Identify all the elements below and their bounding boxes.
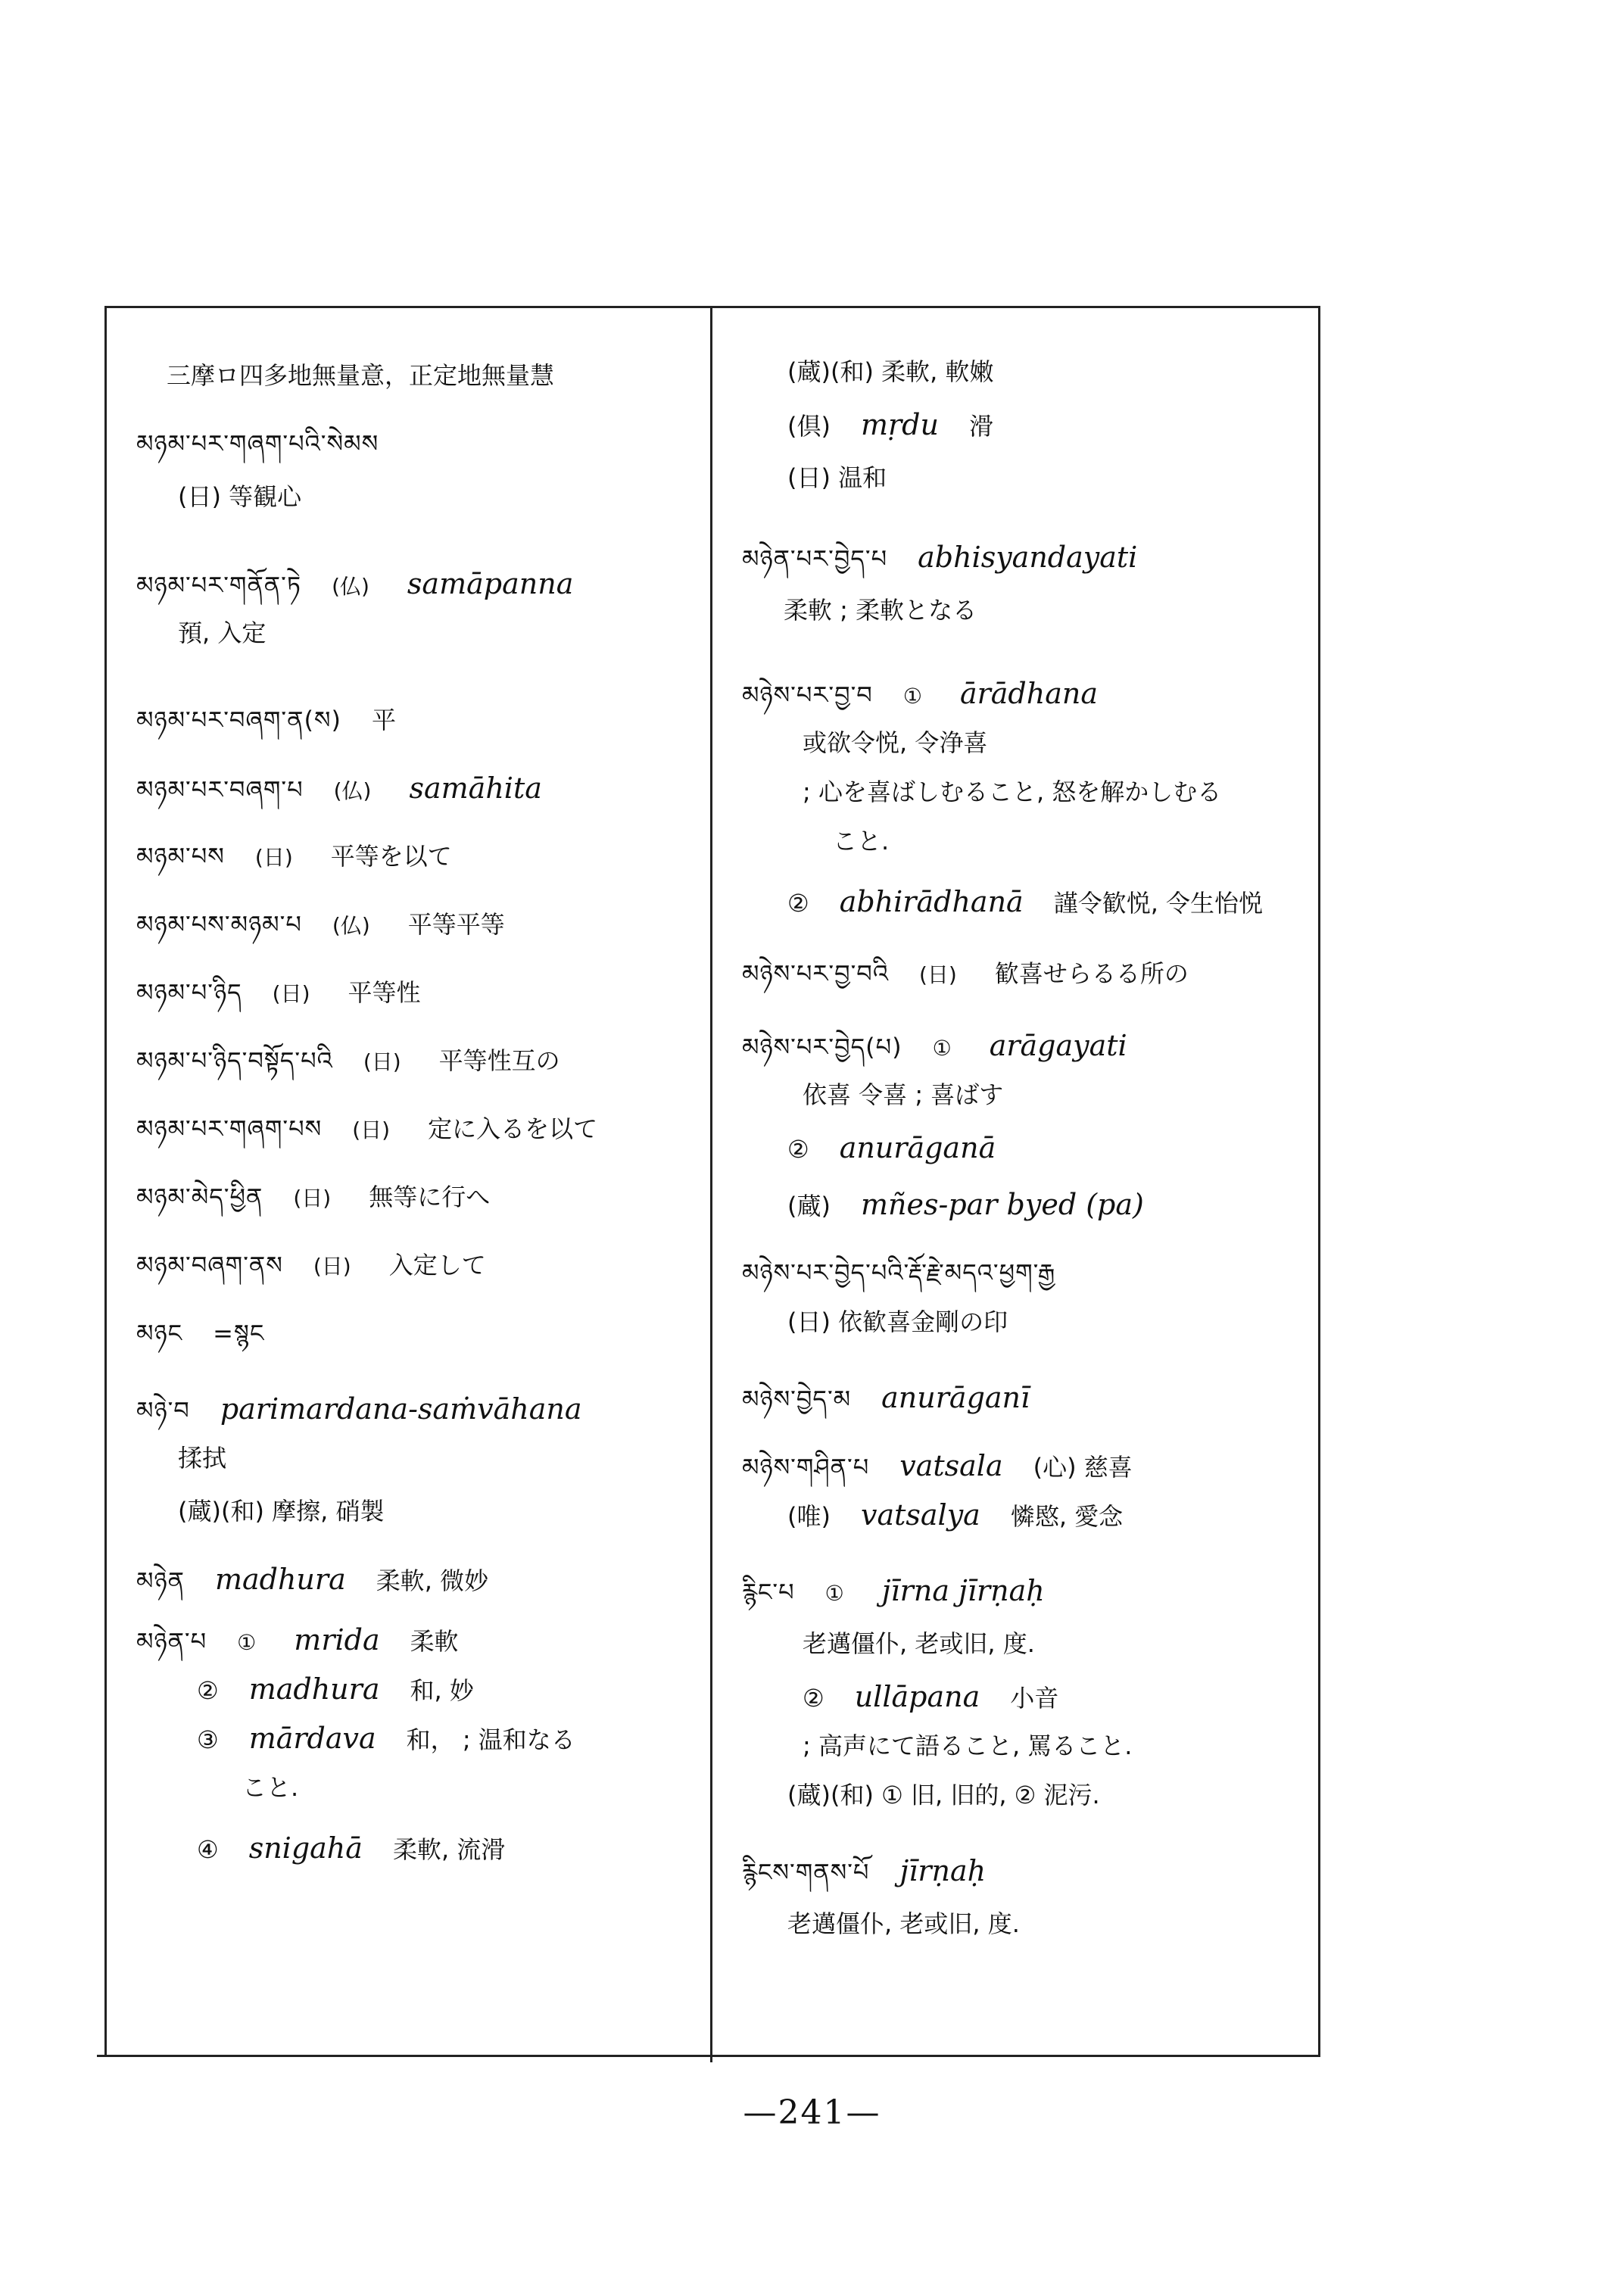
dictionary-entry xyxy=(136,1248,486,1283)
translation-gloss: 柔軟, 微妙 xyxy=(376,1566,489,1595)
dictionary-entry xyxy=(787,1131,996,1166)
dictionary-entry xyxy=(197,1672,474,1707)
dictionary-entry xyxy=(803,1078,1003,1111)
dictionary-entry xyxy=(787,461,887,494)
sanskrit-gloss: abhisyandayati xyxy=(918,541,1138,574)
sanskrit-gloss: snigahā xyxy=(248,1831,363,1865)
gloss: =སྙང xyxy=(213,1319,265,1348)
dictionary-entry xyxy=(136,427,379,460)
gloss: 平 xyxy=(372,706,397,734)
entry-text: 柔軟 ; 柔軟となる xyxy=(784,596,977,625)
dictionary-entry xyxy=(803,726,987,759)
dictionary-entry xyxy=(787,408,993,443)
dictionary-entry xyxy=(787,355,993,388)
entry-text: ; 心を喜ばしむること, 怒を解かしむる xyxy=(803,778,1222,806)
sanskrit-gloss: abhirādhanā xyxy=(839,885,1024,918)
translation-gloss: 滑 xyxy=(968,412,993,441)
sanskrit-gloss: anurāganī xyxy=(881,1381,1030,1414)
source-tag: (日) xyxy=(313,1254,351,1279)
source-tag: (仏) xyxy=(333,778,372,803)
entry-text: (蔵)(和) 柔軟, 軟嫩 xyxy=(787,357,994,386)
dictionary-entry xyxy=(742,1029,1127,1065)
source-tag: (日) xyxy=(254,845,293,870)
tibetan-headword: མཉེན xyxy=(136,1566,185,1595)
tibetan-headword: མཉམ་བཞག་ནས xyxy=(136,1251,283,1279)
entry-text: 預, 入定 xyxy=(178,619,267,647)
gloss: 平等平等 xyxy=(407,910,505,939)
entry-text: (日) 温和 xyxy=(787,463,887,492)
dictionary-entry xyxy=(742,1381,1030,1416)
dictionary-entry xyxy=(803,1680,1058,1715)
dictionary-entry xyxy=(136,840,452,874)
dictionary-entry xyxy=(242,1771,298,1804)
entry-text: ; 高声にて語ること, 罵ること. xyxy=(803,1731,1133,1760)
sanskrit-gloss: vatsalya xyxy=(860,1498,980,1532)
tibetan-headword: མཉམ་པར་གཞག་པའི་སེམས xyxy=(136,429,379,458)
gloss: 定に入るを以て xyxy=(428,1114,598,1143)
dictionary-entry xyxy=(136,1112,597,1147)
source-tag: (日) xyxy=(272,981,310,1006)
sanskrit-gloss: samāpanna xyxy=(407,567,574,600)
dictionary-entry xyxy=(178,1442,226,1475)
gloss: 平等を以て xyxy=(330,842,452,871)
source-tag: ① xyxy=(902,684,922,709)
tibetan-headword: རྙིངས་གནས་པོ xyxy=(742,1858,870,1887)
tibetan-headword: མཉམ་པས xyxy=(136,842,225,871)
dictionary-entry xyxy=(178,480,301,513)
tibetan-headword: མཉམ་པ་ཉིད xyxy=(136,978,242,1007)
dictionary-entry xyxy=(787,1188,1144,1223)
sanskrit-gloss: madhura xyxy=(214,1563,346,1596)
translation-gloss: 謹令歓悦, 令生怡悦 xyxy=(1053,889,1264,918)
entry-text: (蔵)(和) ① 旧, 旧的, ② 泥污. xyxy=(787,1781,1100,1809)
entry-text: ② xyxy=(787,1135,809,1164)
source-tag: ① xyxy=(237,1630,257,1655)
dictionary-entry xyxy=(197,1831,505,1866)
tibetan-headword: མཉེས་པར་བྱ་བའི xyxy=(742,959,889,988)
dictionary-entry xyxy=(742,1574,1045,1610)
entry-text: (日) 等観心 xyxy=(178,482,302,511)
tibetan-headword: མཉེས་པར་བྱ་བ xyxy=(742,681,873,709)
tibetan-headword: མཉམ་པར་བཞག་པ xyxy=(136,775,304,804)
dictionary-entry xyxy=(833,824,889,858)
translation-gloss: 和, 妙 xyxy=(410,1676,474,1705)
dictionary-entry xyxy=(803,1729,1132,1763)
tibetan-headword: མཉེས་པར་བྱེད(པ) xyxy=(742,1033,902,1061)
source-tag: (仏) xyxy=(332,913,370,938)
sanskrit-gloss: vatsala xyxy=(899,1449,1003,1482)
entry-text: 依喜 令喜 ; 喜ばす xyxy=(803,1080,1004,1109)
tibetan-headword: མཉེས་བྱེད་མ xyxy=(742,1385,852,1413)
entry-text: ② xyxy=(197,1676,219,1705)
tibetan-headword: མཉམ་པར་གནོན་ཏེ xyxy=(136,571,302,600)
tibetan-headword: མཉམ་པར་བཞག་ན(ས) xyxy=(136,706,342,734)
sanskrit-gloss: parimardana-saṁvāhana xyxy=(220,1392,582,1426)
source-tag: (日) xyxy=(363,1049,401,1074)
column-divider xyxy=(710,306,712,2062)
page-number: —241— xyxy=(743,2093,881,2132)
tibetan-headword: མཉམ་པ་ཉིད་བསྟོད་པའི xyxy=(136,1046,333,1075)
sanskrit-gloss: mṛdu xyxy=(860,408,939,441)
tibetan-headword: མཉམ་པས་མཉམ་པ xyxy=(136,910,302,939)
dictionary-entry xyxy=(787,1907,1020,1940)
source-tag: (仏) xyxy=(332,574,369,599)
tibetan-headword: མཉམ་མེད་ཕྱིན xyxy=(136,1183,263,1211)
tibetan-headword: རྙིང་པ xyxy=(742,1578,795,1607)
dictionary-entry xyxy=(784,594,977,627)
dictionary-entry xyxy=(787,1305,1008,1339)
sanskrit-gloss: mārdava xyxy=(248,1722,376,1755)
gloss: 平等性互の xyxy=(438,1046,560,1075)
sanskrit-gloss: ārādhana xyxy=(959,677,1098,710)
sanskrit-gloss: anurāganā xyxy=(839,1131,996,1164)
translation-gloss: 和， ; 温和なる xyxy=(406,1725,575,1754)
dictionary-entry xyxy=(136,1623,459,1660)
dictionary-entry xyxy=(197,1722,575,1756)
dictionary-entry xyxy=(742,1256,1055,1289)
dictionary-entry xyxy=(178,616,266,650)
dictionary-entry xyxy=(136,771,542,808)
dictionary-entry xyxy=(742,957,1189,992)
gloss: 無等に行へ xyxy=(369,1183,491,1211)
sanskrit-gloss: mñes-par byed (pa) xyxy=(860,1188,1144,1221)
source-tag: ① xyxy=(932,1036,952,1061)
tibetan-headword: མཉམ་པར་གཞག་པས xyxy=(136,1114,323,1143)
dictionary-entry xyxy=(178,1495,384,1528)
dictionary-entry xyxy=(787,1778,1100,1812)
dictionary-entry xyxy=(136,703,396,737)
gloss: 歓喜せらるる所の xyxy=(994,959,1189,988)
dictionary-entry xyxy=(136,567,573,603)
translation-gloss: 憐愍, 愛念 xyxy=(1010,1502,1124,1531)
entry-text: (蔵)(和) 摩擦, 硝製 xyxy=(178,1497,385,1526)
dictionary-entry xyxy=(167,359,554,392)
entry-text: (蔵) xyxy=(787,1192,831,1220)
entry-text: ③ xyxy=(197,1725,219,1754)
dictionary-entry xyxy=(742,1449,1133,1484)
tibetan-headword: མཉེ་བ xyxy=(136,1396,190,1425)
dictionary-entry xyxy=(136,1317,264,1350)
dictionary-entry xyxy=(136,1392,582,1427)
source-tag: (日) xyxy=(293,1186,332,1211)
translation-gloss: 小音 xyxy=(1010,1684,1059,1713)
entry-text: 三摩ロ四多地無量意，正定地無量慧 xyxy=(167,361,555,390)
sanskrit-gloss: arāgayati xyxy=(989,1029,1127,1062)
source-tag: (日) xyxy=(352,1117,391,1142)
tibetan-headword: མཉེན་པར་བྱེད་པ xyxy=(742,544,888,573)
translation-gloss: 柔軟 xyxy=(410,1627,459,1656)
dictionary-entry xyxy=(787,1498,1123,1533)
gloss: 入定して xyxy=(388,1251,486,1279)
translation-gloss: 柔軟, 流滑 xyxy=(392,1835,506,1864)
entry-text: 老邁僵仆, 老或旧, 度. xyxy=(787,1909,1020,1938)
dictionary-entry xyxy=(136,1180,490,1215)
translation-gloss: (心) 慈喜 xyxy=(1033,1453,1133,1482)
source-tag: (日) xyxy=(918,962,957,987)
entry-text: 揉拭 xyxy=(178,1444,227,1473)
dictionary-entry xyxy=(803,1627,1035,1660)
dictionary-entry xyxy=(136,976,421,1011)
tibetan-headword: མཉེས་པར་བྱེད་པའི་རྡོ་རྗེ་མདའ་ཕྱག་རྒྱ xyxy=(742,1258,1056,1287)
dictionary-entry xyxy=(742,677,1098,713)
tibetan-headword: མཉང xyxy=(136,1319,183,1348)
tibetan-headword: མཉེས་གཤིན་པ xyxy=(742,1453,870,1482)
sanskrit-gloss: jīrṇaḥ xyxy=(899,1854,987,1887)
gloss: 平等性 xyxy=(348,978,421,1007)
dictionary-entry xyxy=(742,1854,986,1889)
sanskrit-gloss: madhura xyxy=(248,1672,380,1706)
dictionary-entry xyxy=(803,775,1221,809)
entry-text: 老邁僵仆, 老或旧, 度. xyxy=(803,1629,1035,1658)
bottom-rule xyxy=(97,2055,1319,2057)
dictionary-entry xyxy=(787,885,1263,920)
entry-text: (唯) xyxy=(787,1502,831,1531)
dictionary-entry xyxy=(136,908,505,943)
sanskrit-gloss: ullāpana xyxy=(854,1680,980,1713)
dictionary-entry xyxy=(136,1563,488,1597)
tibetan-headword: མཉེན་པ xyxy=(136,1627,207,1656)
entry-text: こと. xyxy=(833,827,890,856)
entry-text: 或欲令悦, 令浄喜 xyxy=(803,728,988,757)
sanskrit-gloss: samāhita xyxy=(409,771,542,805)
sanskrit-gloss: mrida xyxy=(294,1623,380,1657)
entry-text: ④ xyxy=(197,1835,219,1864)
source-tag: ① xyxy=(824,1581,844,1606)
entry-text: (日) 依歓喜金剛の印 xyxy=(787,1308,1008,1336)
entry-text: ② xyxy=(787,889,809,918)
sanskrit-gloss: jīrna jīrṇaḥ xyxy=(881,1574,1045,1607)
entry-text: こと. xyxy=(242,1773,299,1802)
dictionary-entry xyxy=(742,541,1137,575)
dictionary-entry xyxy=(136,1044,560,1079)
entry-text: ② xyxy=(803,1684,824,1713)
entry-text: (倶) xyxy=(787,412,831,441)
